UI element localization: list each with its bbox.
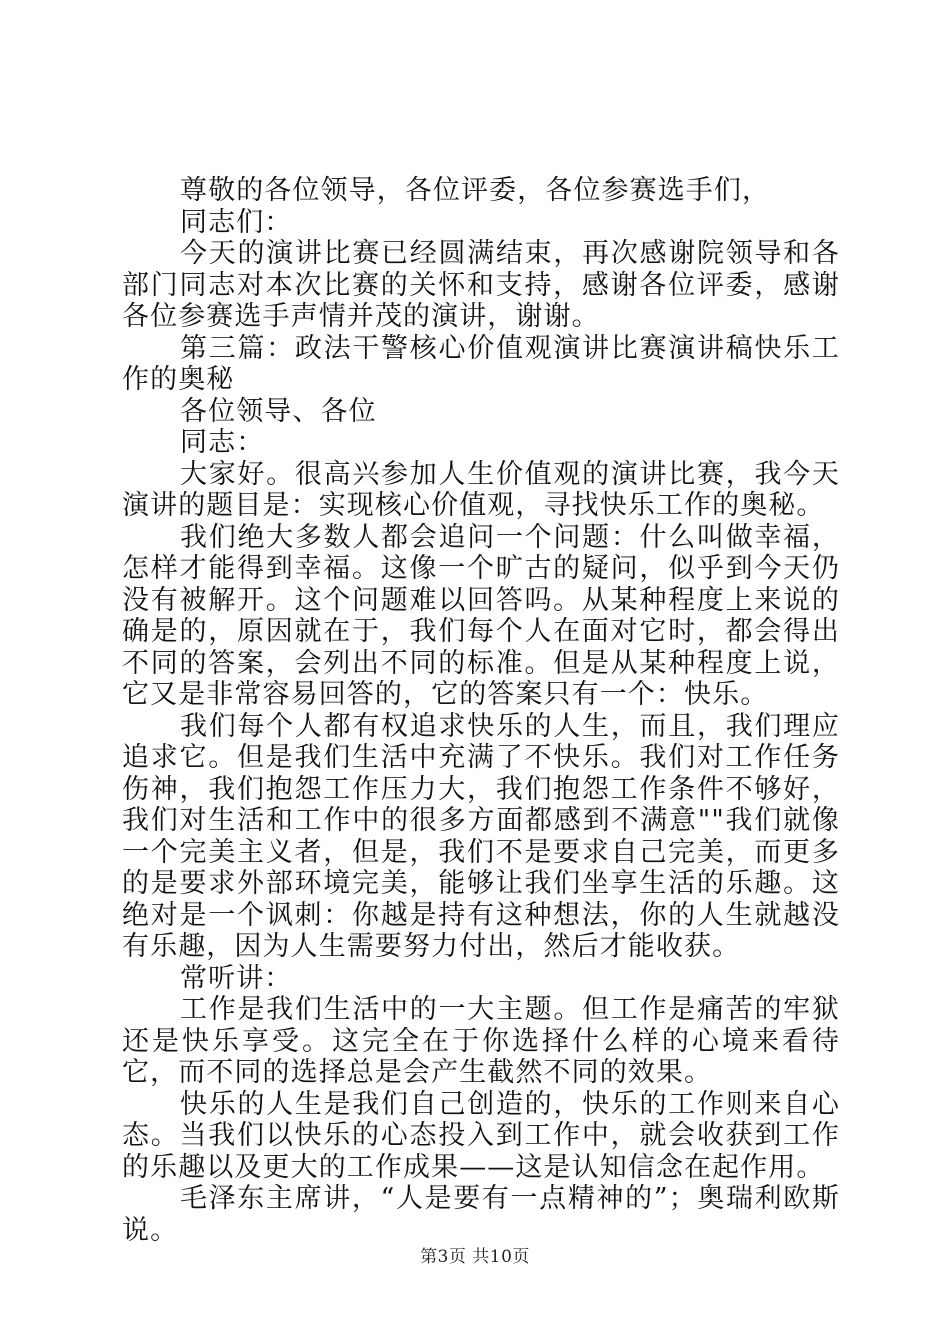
paragraph-work-theme: 工作是我们生活中的一大主题。但工作是痛苦的牢狱还是快乐享受。这完全在于你选择什么样的心境来看待它，而不同的选择总是会产生截然不同的效果。: [122, 994, 840, 1088]
paragraph-greeting: 大家好。很高兴参加人生价值观的演讲比赛，我今天演讲的题目是：实现核心价值观，寻找快乐工作的奥秘。: [122, 458, 840, 521]
paragraph-leaders: 各位领导、各位: [180, 395, 377, 427]
document-body: [122, 175, 840, 1246]
paragraph-happy-life: 快乐的人生是我们自己创造的，快乐的工作则来自心态。当我们以快乐的心态投入到工作中，就会收获到工作的乐趣以及更大的工作成果——这是认知信念在起作用。: [122, 1088, 840, 1183]
paragraph-closing-thanks: 今天的演讲比赛已经圆满结束，再次感谢院领导和各部门同志对本次比赛的关怀和支持，感谢各位评委，感谢各位参赛选手声情并茂的演讲，谢谢。: [122, 238, 840, 332]
paragraph-pursue-happiness: 我们每个人都有权追求快乐的人生，而且，我们理应追求它。但是我们生活中充满了不快乐。我们对工作任务伤神，我们抱怨工作压力大，我们抱怨工作条件不够好，我们对生活和工作中的很多方面都感到不满意""我们就像一个完美主义者，但是，我们不是要求自己完美，而更多的是要求外部环境完美，能够让我们坐享生活的乐趣。这绝对是一个讽刺：你越是持有这种想法，你的人生就越没有乐趣，因为人生需要努力付出，然后才能收获。: [122, 710, 840, 962]
paragraph-comrade: 同志：: [180, 427, 265, 458]
paragraph-often-heard: 常听讲：: [180, 962, 293, 994]
page-number-footer: 第3页 共10页: [420, 1247, 530, 1267]
section-heading: 第三篇：政法干警核心价值观演讲比赛演讲稿快乐工作的奥秘: [122, 332, 840, 395]
paragraph-salutation: 尊敬的各位领导，各位评委，各位参赛选手们，: [180, 175, 771, 206]
paragraph-happiness-question: 我们绝大多数人都会追问一个问题：什么叫做幸福，怎样才能得到幸福。这像一个旷古的疑问，似乎到今天仍没有被解开。这个问题难以回答吗。从某种程度上来说的确是的，原因就在于，我们每个人在面对它时，都会得出不同的答案，会列出不同的标准。但是从某种程度上说，它又是非常容易回答的，它的答案只有一个：快乐。: [122, 521, 840, 710]
paragraph-comrades: 同志们：: [180, 206, 293, 238]
paragraph-quote: 毛泽东主席讲，“人是要有一点精神的”；奥瑞利欧斯说。: [122, 1183, 840, 1246]
